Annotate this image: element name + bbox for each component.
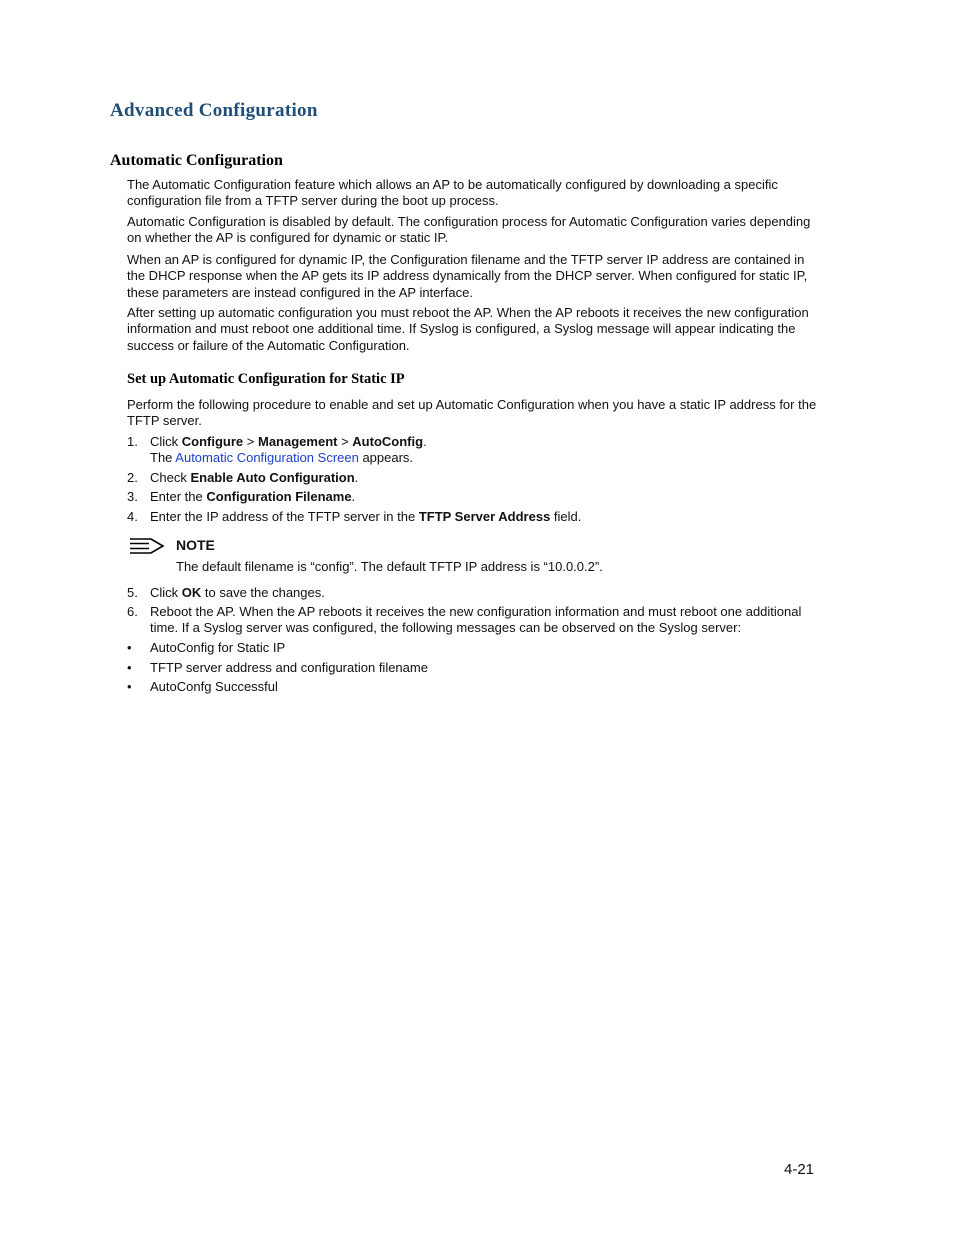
note-text: The default filename is “config”. The default TFTP IP address is “10.0.0.2”.: [176, 559, 603, 574]
step-number: 2.: [127, 470, 138, 485]
intro-paragraph: The Automatic Configuration feature which allows an AP to be automatically configured by downloading a specific configuration file from a TFTP server during the boot up process.: [127, 177, 778, 209]
menu-autoconfig: AutoConfig: [352, 434, 424, 449]
note-arrow-icon: [129, 537, 165, 555]
procedure-intro: Perform the following procedure to enable and set up Automatic Configuration when you have a static IP address for the TFTP server.: [127, 397, 817, 429]
list-item: • AutoConfig for Static IP: [127, 640, 286, 655]
step-3: 3. Enter the Configuration Filename.: [127, 489, 356, 504]
menu-configure: Configure: [181, 434, 244, 449]
intro-paragraph: Automatic Configuration is disabled by default. The configuration process for Automatic Configuration varies depending on whether the AP is configured for dynamic or static IP.: [127, 214, 811, 246]
note-label: NOTE: [176, 537, 215, 553]
sub-heading: Set up Automatic Configuration for Static IP: [127, 371, 405, 387]
step-number: 1.: [127, 434, 138, 449]
step-2: 2. Check Enable Auto Configuration.: [127, 470, 359, 485]
page-number: 4-21: [784, 1161, 815, 1178]
step-1: 1. Click Configure > Management > AutoConfig. The Automatic Configuration Screen appears.: [127, 434, 427, 466]
step-4: 4. Enter the IP address of the TFTP server in the TFTP Server Address field.: [127, 509, 582, 524]
list-item: • AutoConfg Successful: [127, 679, 278, 694]
bullet-icon: •: [127, 679, 132, 694]
step-number: 6.: [127, 604, 138, 619]
step-number: 3.: [127, 489, 138, 504]
step-5: 5. Click OK to save the changes.: [127, 585, 325, 600]
menu-management: Management: [258, 434, 338, 449]
step-6: 6. Reboot the AP. When the AP reboots it receives the new configuration information and must reboot one additional time. If a Syslog server was configured, the following messages can be observed on the Syslog server:: [127, 604, 802, 636]
step-number: 4.: [127, 509, 138, 524]
list-item: • TFTP server address and configuration filename: [127, 660, 428, 675]
page-heading: Advanced Configuration: [110, 100, 318, 121]
bullet-icon: •: [127, 640, 132, 655]
intro-paragraph: After setting up automatic configuration you must reboot the AP. When the AP reboots it receives the new configuration information and must reboot one additional time. If Syslog is configured, a Syslog message will appear indicating the success or failure of the Automatic Configuration.: [127, 305, 809, 353]
section-heading: Automatic Configuration: [110, 152, 283, 169]
bullet-icon: •: [127, 660, 132, 675]
automatic-configuration-screen-link[interactable]: Automatic Configuration Screen: [175, 450, 359, 466]
step-number: 5.: [127, 585, 138, 600]
intro-paragraph: When an AP is configured for dynamic IP, the Configuration filename and the TFTP server IP address are contained in the DHCP response when the AP gets its IP address dynamically from the DHCP server. When configured for static IP, these parameters are instead configured in the AP interface.: [127, 252, 808, 300]
